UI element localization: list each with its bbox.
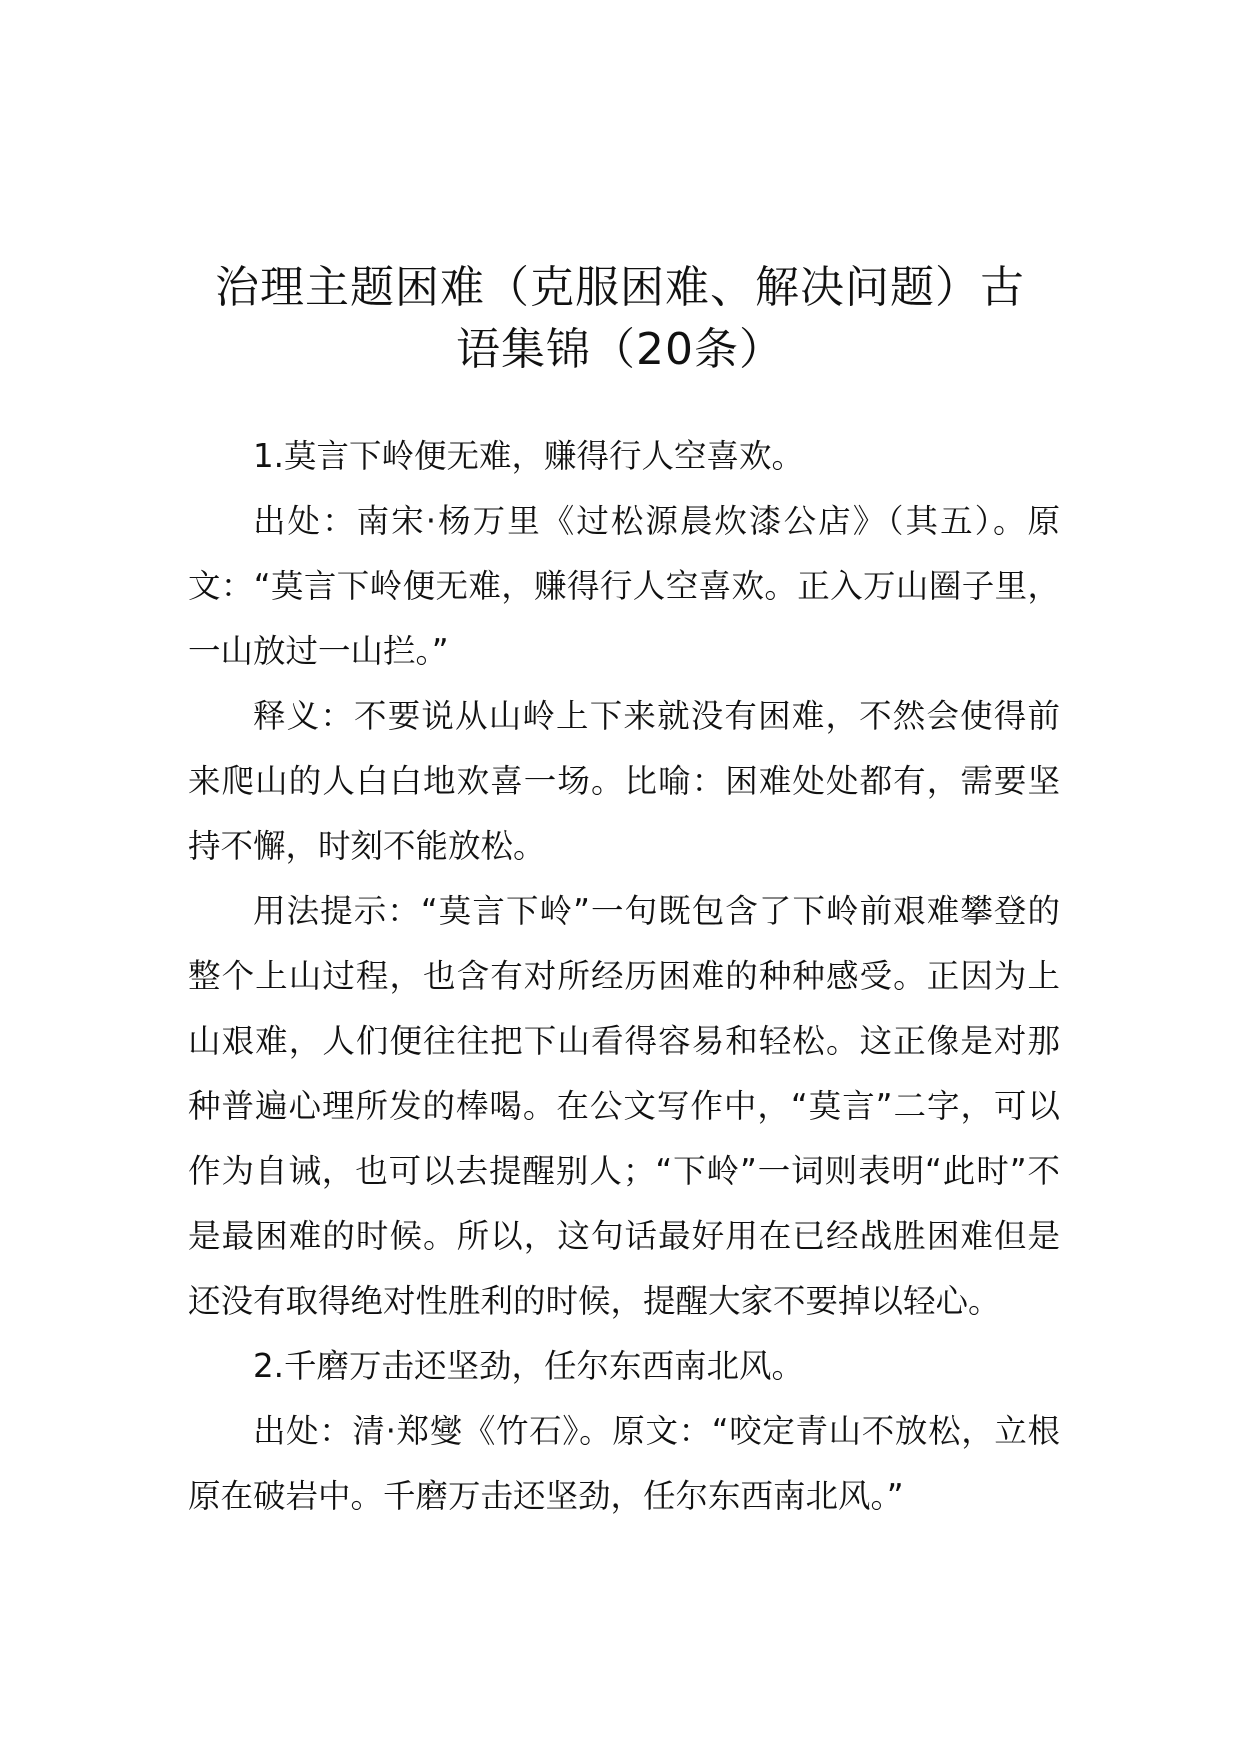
- quote-2-heading: 2.千磨万击还坚劲，任尔东西南北风。: [253, 1347, 805, 1385]
- quote-1-source: 出处：南宋·杨万里《过松源晨炊漆公店》（其五）。原文：“莫言下岭便无难，赚得行人空喜欢。正入万山圈子里，一山放过一山拦。”: [188, 502, 1060, 670]
- quote-1-heading: 1.莫言下岭便无难，赚得行人空喜欢。: [253, 437, 805, 475]
- title-line-2: 语集锦（20条）: [456, 324, 784, 376]
- document-title: [150, 257, 1090, 381]
- quote-1-meaning: 释义：不要说从山岭上下来就没有困难，不然会使得前来爬山的人白白地欢喜一场。比喻：困难处处都有，需要坚持不懈，时刻不能放松。: [188, 697, 1060, 865]
- document-body: [188, 424, 1060, 1529]
- quote-2-source: 出处：清·郑燮《竹石》。原文：“咬定青山不放松，立根原在破岩中。千磨万击还坚劲，任尔东西南北风。”: [188, 1412, 1060, 1515]
- title-line-1: 治理主题困难（克服困难、解决问题）古: [215, 262, 1025, 314]
- quote-1-usage-tip: 用法提示：“莫言下岭”一句既包含了下岭前艰难攀登的整个上山过程，也含有对所经历困难的种种感受。正因为上山艰难，人们便往往把下山看得容易和轻松。这正像是对那种普遍心理所发的棒喝。在公文写作中，“莫言”二字，可以作为自诫，也可以去提醒别人；“下岭”一词则表明“此时”不是最困难的时候。所以，这句话最好用在已经战胜困难但是还没有取得绝对性胜利的时候，提醒大家不要掉以轻心。: [188, 892, 1060, 1320]
